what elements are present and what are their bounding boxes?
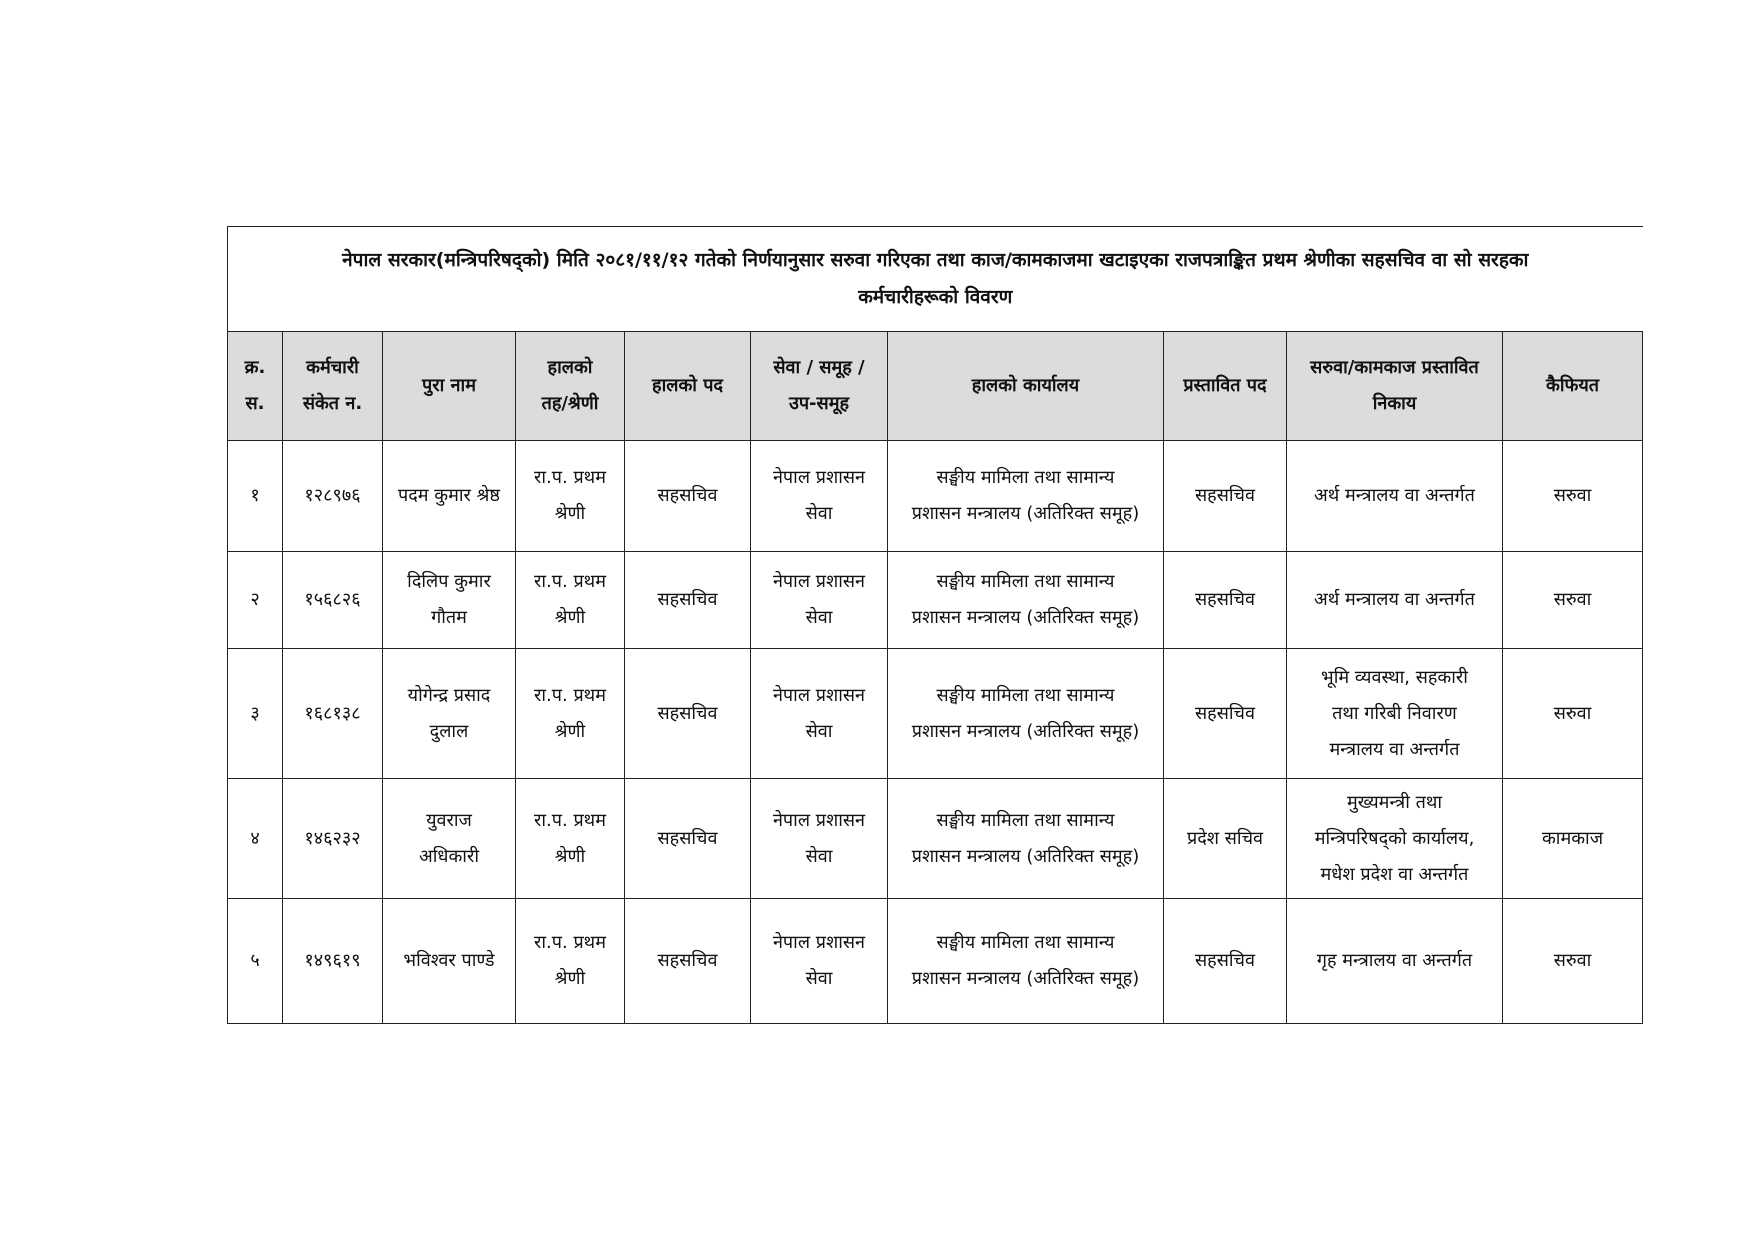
cell-text: रा.प. प्रथम (534, 684, 606, 706)
cell-text: गृह मन्त्रालय वा अन्तर्गत (1316, 950, 1473, 971)
cell-text: सेवा (805, 968, 833, 989)
cell-col-proposed-body (1287, 899, 1503, 1024)
cell-col-current-office (888, 779, 1164, 899)
cell-col-proposed-post (1164, 779, 1287, 899)
cell-col-remarks (1503, 779, 1643, 899)
cell-text: सेवा (805, 720, 833, 742)
cell-text: मुख्यमन्त्री तथा (1346, 791, 1443, 813)
cell-text: श्रेणी (554, 503, 586, 524)
cell-text: दुलाल (429, 720, 469, 742)
cell-col-proposed-post (1164, 649, 1287, 779)
cell-col-serial (228, 649, 283, 779)
cell-text: अधिकारी (419, 845, 479, 867)
cell-col-proposed-body (1287, 552, 1503, 649)
header-text: कैफियत (1546, 375, 1600, 396)
cell-text: सहसचिव (657, 485, 718, 506)
cell-text: गौतम (431, 607, 467, 628)
header-col-current-office (888, 332, 1164, 441)
cell-col-current-post (625, 649, 751, 779)
header-col-proposed-body (1287, 332, 1503, 441)
header-col-service-group (751, 332, 888, 441)
header-text: कर्मचारी (306, 357, 359, 378)
cell-text: सरुवा (1553, 702, 1592, 724)
cell-col-serial (228, 779, 283, 899)
cell-col-proposed-body (1287, 649, 1503, 779)
header-text: संकेत न. (302, 393, 363, 414)
cell-col-remarks (1503, 649, 1643, 779)
cell-text: प्रशासन मन्त्रालय (अतिरिक्त समूह) (911, 845, 1140, 867)
cell-col-employee-code (283, 649, 383, 779)
cell-text: भविश्वर पाण्डे (403, 950, 495, 971)
cell-col-proposed-post (1164, 899, 1287, 1024)
cell-col-current-office (888, 552, 1164, 649)
cell-col-current-level (516, 779, 625, 899)
table-row (228, 649, 1643, 779)
cell-text: १४९६१९ (304, 950, 361, 971)
cell-text: मधेश प्रदेश वा अन्तर्गत (1320, 863, 1469, 885)
cell-col-proposed-post (1164, 552, 1287, 649)
cell-text: दिलिप कुमार (407, 571, 491, 592)
header-col-employee-code (283, 332, 383, 441)
cell-text: सहसचिव (657, 827, 718, 849)
cell-text: १ (250, 485, 260, 506)
cell-text: सङ्घीय मामिला तथा सामान्य (936, 809, 1115, 831)
cell-col-full-name (383, 899, 516, 1024)
cell-text: अर्थ मन्त्रालय वा अन्तर्गत (1314, 485, 1475, 506)
cell-text: सङ्घीय मामिला तथा सामान्य (936, 571, 1115, 592)
cell-col-service-group (751, 441, 888, 552)
cell-col-full-name (383, 649, 516, 779)
cell-text: नेपाल प्रशासन (772, 571, 866, 592)
cell-text: १६८१३८ (304, 702, 361, 724)
header-col-current-post (625, 332, 751, 441)
cell-col-employee-code (283, 552, 383, 649)
cell-col-current-office (888, 441, 1164, 552)
cell-text: प्रशासन मन्त्रालय (अतिरिक्त समूह) (911, 720, 1140, 742)
cell-col-remarks (1503, 552, 1643, 649)
cell-col-full-name (383, 552, 516, 649)
cell-col-employee-code (283, 441, 383, 552)
cell-text: सहसचिव (657, 702, 718, 724)
header-text: स. (245, 393, 265, 414)
header-text: हालको कार्यालय (971, 375, 1080, 396)
header-text: तह/श्रेणी (541, 393, 599, 414)
cell-text: सेवा (805, 845, 833, 867)
cell-col-remarks (1503, 441, 1643, 552)
cell-text: सहसचिव (1195, 589, 1255, 610)
cell-text: सरुवा (1553, 589, 1592, 610)
cell-col-proposed-post (1164, 441, 1287, 552)
cell-text: सङ्घीय मामिला तथा सामान्य (936, 932, 1115, 953)
cell-col-current-post (625, 552, 751, 649)
table-row (228, 552, 1643, 649)
cell-text: रा.प. प्रथम (534, 571, 606, 592)
header-col-full-name (383, 332, 516, 441)
header-row (228, 332, 1643, 441)
cell-text: रा.प. प्रथम (534, 932, 606, 953)
cell-text: १५६८२६ (304, 589, 361, 610)
cell-col-full-name (383, 779, 516, 899)
cell-text: श्रेणी (554, 845, 586, 867)
cell-text: प्रशासन मन्त्रालय (अतिरिक्त समूह) (911, 968, 1140, 989)
cell-text: प्रशासन मन्त्रालय (अतिरिक्त समूह) (911, 503, 1140, 524)
header-col-proposed-post (1164, 332, 1287, 441)
cell-text: सरुवा (1553, 485, 1592, 506)
cell-col-current-post (625, 779, 751, 899)
header-text: निकाय (1372, 393, 1417, 414)
cell-col-current-level (516, 441, 625, 552)
cell-text: १४६२३२ (304, 827, 361, 849)
cell-col-current-level (516, 899, 625, 1024)
transfer-table (227, 226, 1643, 1024)
cell-col-current-office (888, 899, 1164, 1024)
cell-col-service-group (751, 649, 888, 779)
cell-col-current-office (888, 649, 1164, 779)
header-text: सेवा / समूह / (773, 357, 865, 378)
cell-col-full-name (383, 441, 516, 552)
cell-col-employee-code (283, 779, 383, 899)
cell-text: सहसचिव (657, 589, 718, 610)
header-text: हालको (547, 357, 593, 378)
cell-text: सहसचिव (657, 950, 718, 971)
table-row (228, 441, 1643, 552)
cell-text: श्रेणी (554, 968, 586, 989)
cell-text: ४ (250, 827, 260, 849)
cell-text: नेपाल प्रशासन (772, 932, 866, 953)
table-body (228, 441, 1643, 1024)
cell-text: युवराज (426, 809, 472, 831)
cell-col-proposed-body (1287, 779, 1503, 899)
header-text: हालको पद (652, 375, 723, 396)
header-text: क्र. (244, 357, 266, 378)
header-text: पुरा नाम (422, 375, 476, 396)
title-line-2: कर्मचारीहरूको विवरण (858, 286, 1013, 308)
cell-col-current-post (625, 899, 751, 1024)
header-col-remarks (1503, 332, 1643, 441)
cell-text: नेपाल प्रशासन (772, 684, 866, 706)
cell-col-service-group (751, 899, 888, 1024)
table-row (228, 779, 1643, 899)
cell-text: ३ (250, 702, 260, 724)
header-col-current-level (516, 332, 625, 441)
cell-col-serial (228, 899, 283, 1024)
cell-text: सेवा (805, 607, 833, 628)
cell-text: मन्त्रिपरिषद्को कार्यालय, (1314, 827, 1475, 849)
header-text: प्रस्तावित पद (1183, 375, 1267, 396)
cell-text: सहसचिव (1195, 950, 1255, 971)
cell-col-service-group (751, 779, 888, 899)
header-text: उप-समूह (788, 393, 850, 414)
document-title (228, 227, 1643, 332)
cell-text: प्रदेश सचिव (1186, 827, 1264, 849)
cell-text: सरुवा (1553, 950, 1592, 971)
cell-text: सेवा (805, 503, 833, 524)
cell-text: सहसचिव (1195, 485, 1255, 506)
table-row (228, 899, 1643, 1024)
cell-text: योगेन्द्र प्रसाद (407, 684, 491, 706)
cell-col-serial (228, 552, 283, 649)
cell-col-employee-code (283, 899, 383, 1024)
cell-text: नेपाल प्रशासन (772, 467, 866, 488)
cell-col-remarks (1503, 899, 1643, 1024)
cell-text: प्रशासन मन्त्रालय (अतिरिक्त समूह) (911, 607, 1140, 628)
cell-text: सङ्घीय मामिला तथा सामान्य (936, 684, 1115, 706)
document-sheet (227, 226, 1642, 1024)
cell-text: रा.प. प्रथम (534, 467, 606, 488)
cell-text: मन्त्रालय वा अन्तर्गत (1329, 738, 1460, 760)
cell-text: भूमि व्यवस्था, सहकारी (1321, 666, 1468, 688)
cell-text: १२८९७६ (304, 485, 361, 506)
header-text: सरुवा/कामकाज प्रस्तावित (1310, 357, 1479, 378)
cell-text: सङ्घीय मामिला तथा सामान्य (936, 467, 1115, 488)
cell-text: २ (250, 589, 260, 610)
cell-text: सहसचिव (1195, 702, 1255, 724)
cell-text: श्रेणी (554, 720, 586, 742)
cell-text: श्रेणी (554, 607, 586, 628)
cell-text: नेपाल प्रशासन (772, 809, 866, 831)
cell-col-serial (228, 441, 283, 552)
cell-text: तथा गरिबी निवारण (1332, 702, 1457, 724)
cell-text: अर्थ मन्त्रालय वा अन्तर्गत (1314, 589, 1475, 610)
cell-col-current-level (516, 552, 625, 649)
cell-col-current-post (625, 441, 751, 552)
cell-col-current-level (516, 649, 625, 779)
cell-col-proposed-body (1287, 441, 1503, 552)
cell-col-service-group (751, 552, 888, 649)
cell-text: कामकाज (1541, 827, 1604, 849)
cell-text: पदम कुमार श्रेष्ठ (398, 485, 500, 506)
header-col-serial (228, 332, 283, 441)
cell-text: ५ (250, 950, 260, 971)
title-row (228, 227, 1643, 332)
cell-text: रा.प. प्रथम (534, 809, 606, 831)
title-line-1: नेपाल सरकार(मन्त्रिपरिषद्को) मिति २०८१/११/१२ गतेको निर्णयानुसार सरुवा गरिएका तथा काज/कामकाजमा खटाइएका राजपत्राङ्कित प्रथम श्रेणीका सहसचिव वा सो सरहका (342, 249, 1529, 271)
